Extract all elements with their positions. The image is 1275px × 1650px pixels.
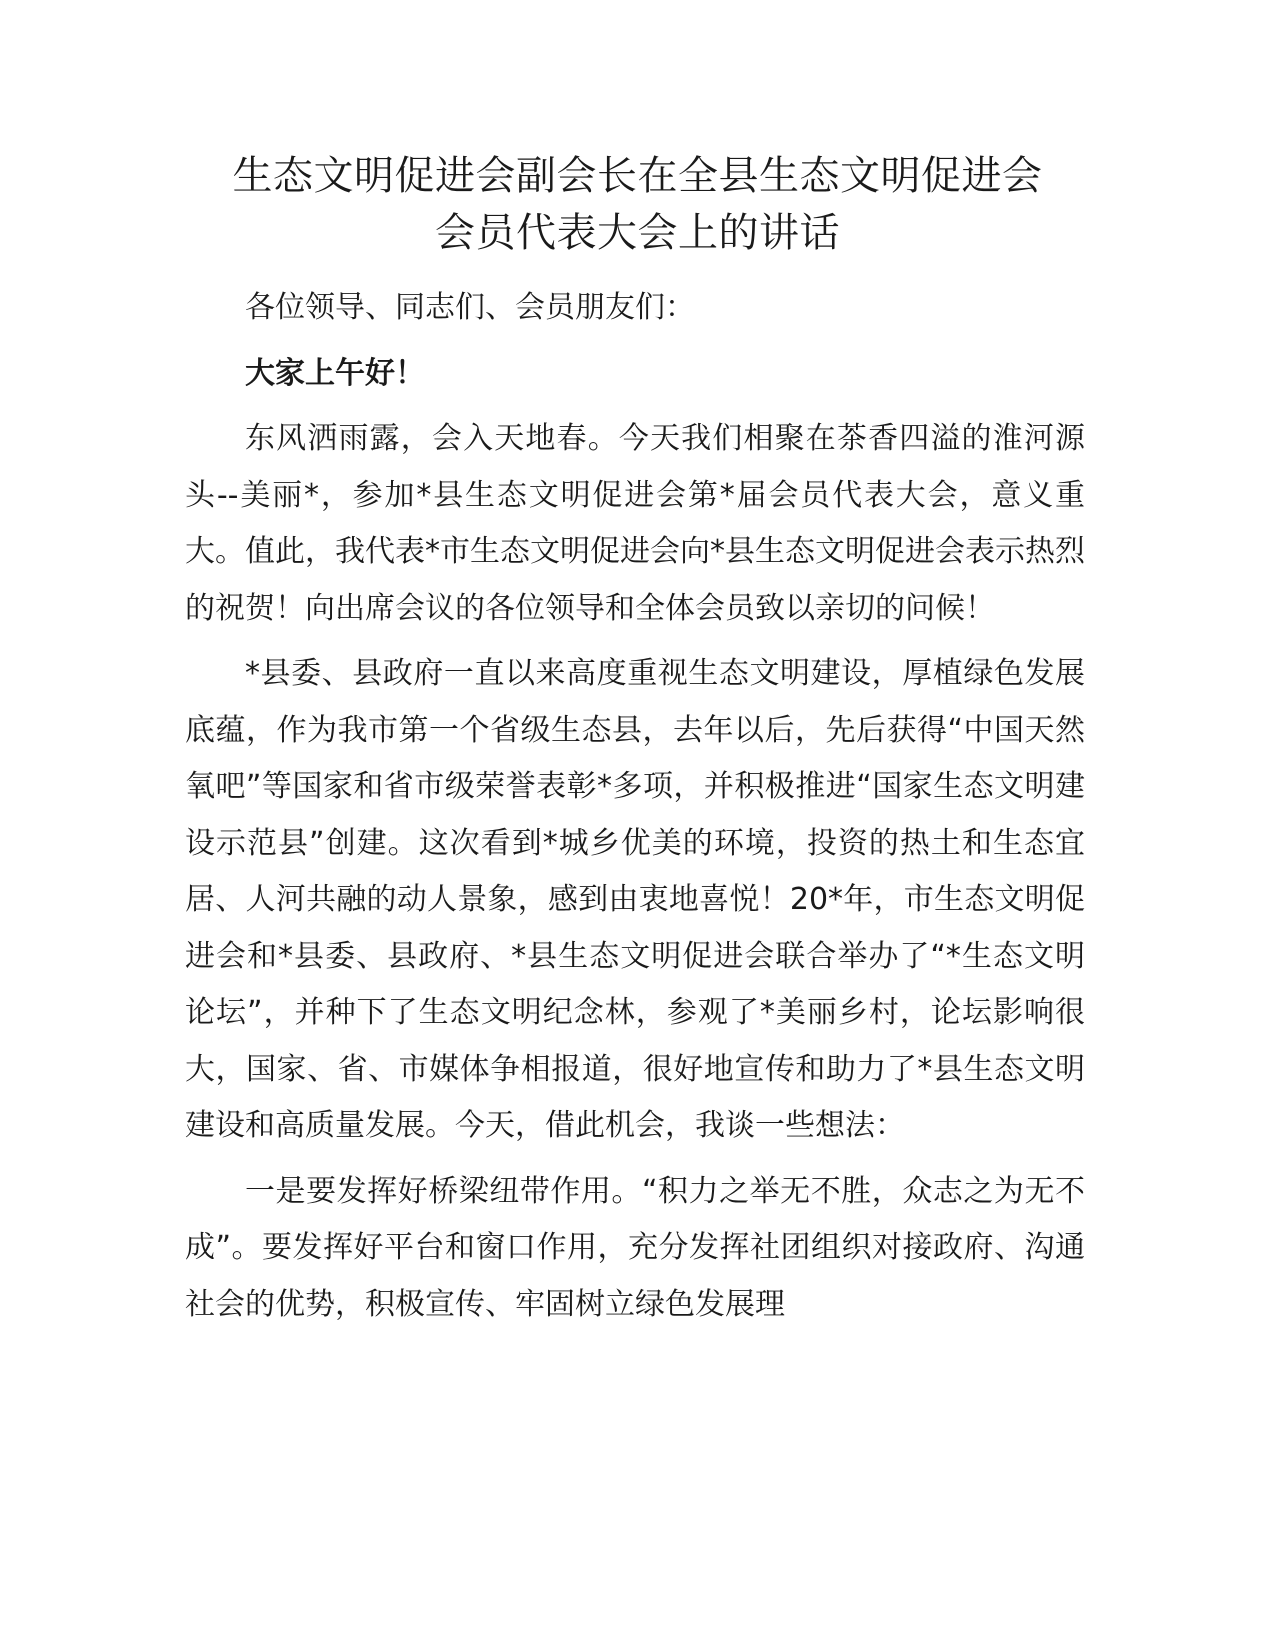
salutation: 各位领导、同志们、会员朋友们： — [245, 290, 695, 325]
document-title-line-2: 会员代表大会上的讲话 — [435, 210, 840, 256]
paragraph-point-one: 一是要发挥好桥梁纽带作用。“积力之举无不胜，众志之为无不成”。要发挥好平台和窗口作用，充分发挥社团组织对接政府、沟通社会的优势，积极宣传、牢固树立绿色发展理 — [185, 1173, 1085, 1322]
greeting: 大家上午好！ — [245, 355, 425, 391]
document-body — [185, 280, 1085, 1342]
paragraph-opening: 东风洒雨露，会入天地春。今天我们相聚在茶香四溢的淮河源头--美丽*，参加*县生态文明促进会第*届会员代表大会，意义重大。值此，我代表*市生态文明促进会向*县生态文明促进会表示热烈的祝贺！向出席会议的各位领导和全体会员致以亲切的问候！ — [185, 421, 1085, 626]
document-title-line-1: 生态文明促进会副会长在全县生态文明促进会 — [232, 153, 1043, 199]
paragraph-county-achievements: *县委、县政府一直以来高度重视生态文明建设，厚植绿色发展底蕴，作为我市第一个省级生态县，去年以后，先后获得“中国天然氧吧”等国家和省市级荣誉表彰*多项，并积极推进“国家生态文明建设示范县”创建。这次看到*城乡优美的环境，投资的热土和生态宜居、人河共融的动人景象，感到由衷地喜悦！20*年，市生态文明促进会和*县委、县政府、*县生态文明促进会联合举办了“*生态文明论坛”，并种下了生态文明纪念林，参观了*美丽乡村，论坛影响很大，国家、省、市媒体争相报道，很好地宣传和助力了*县生态文明建设和高质量发展。今天，借此机会，我谈一些想法： — [185, 656, 1085, 1143]
